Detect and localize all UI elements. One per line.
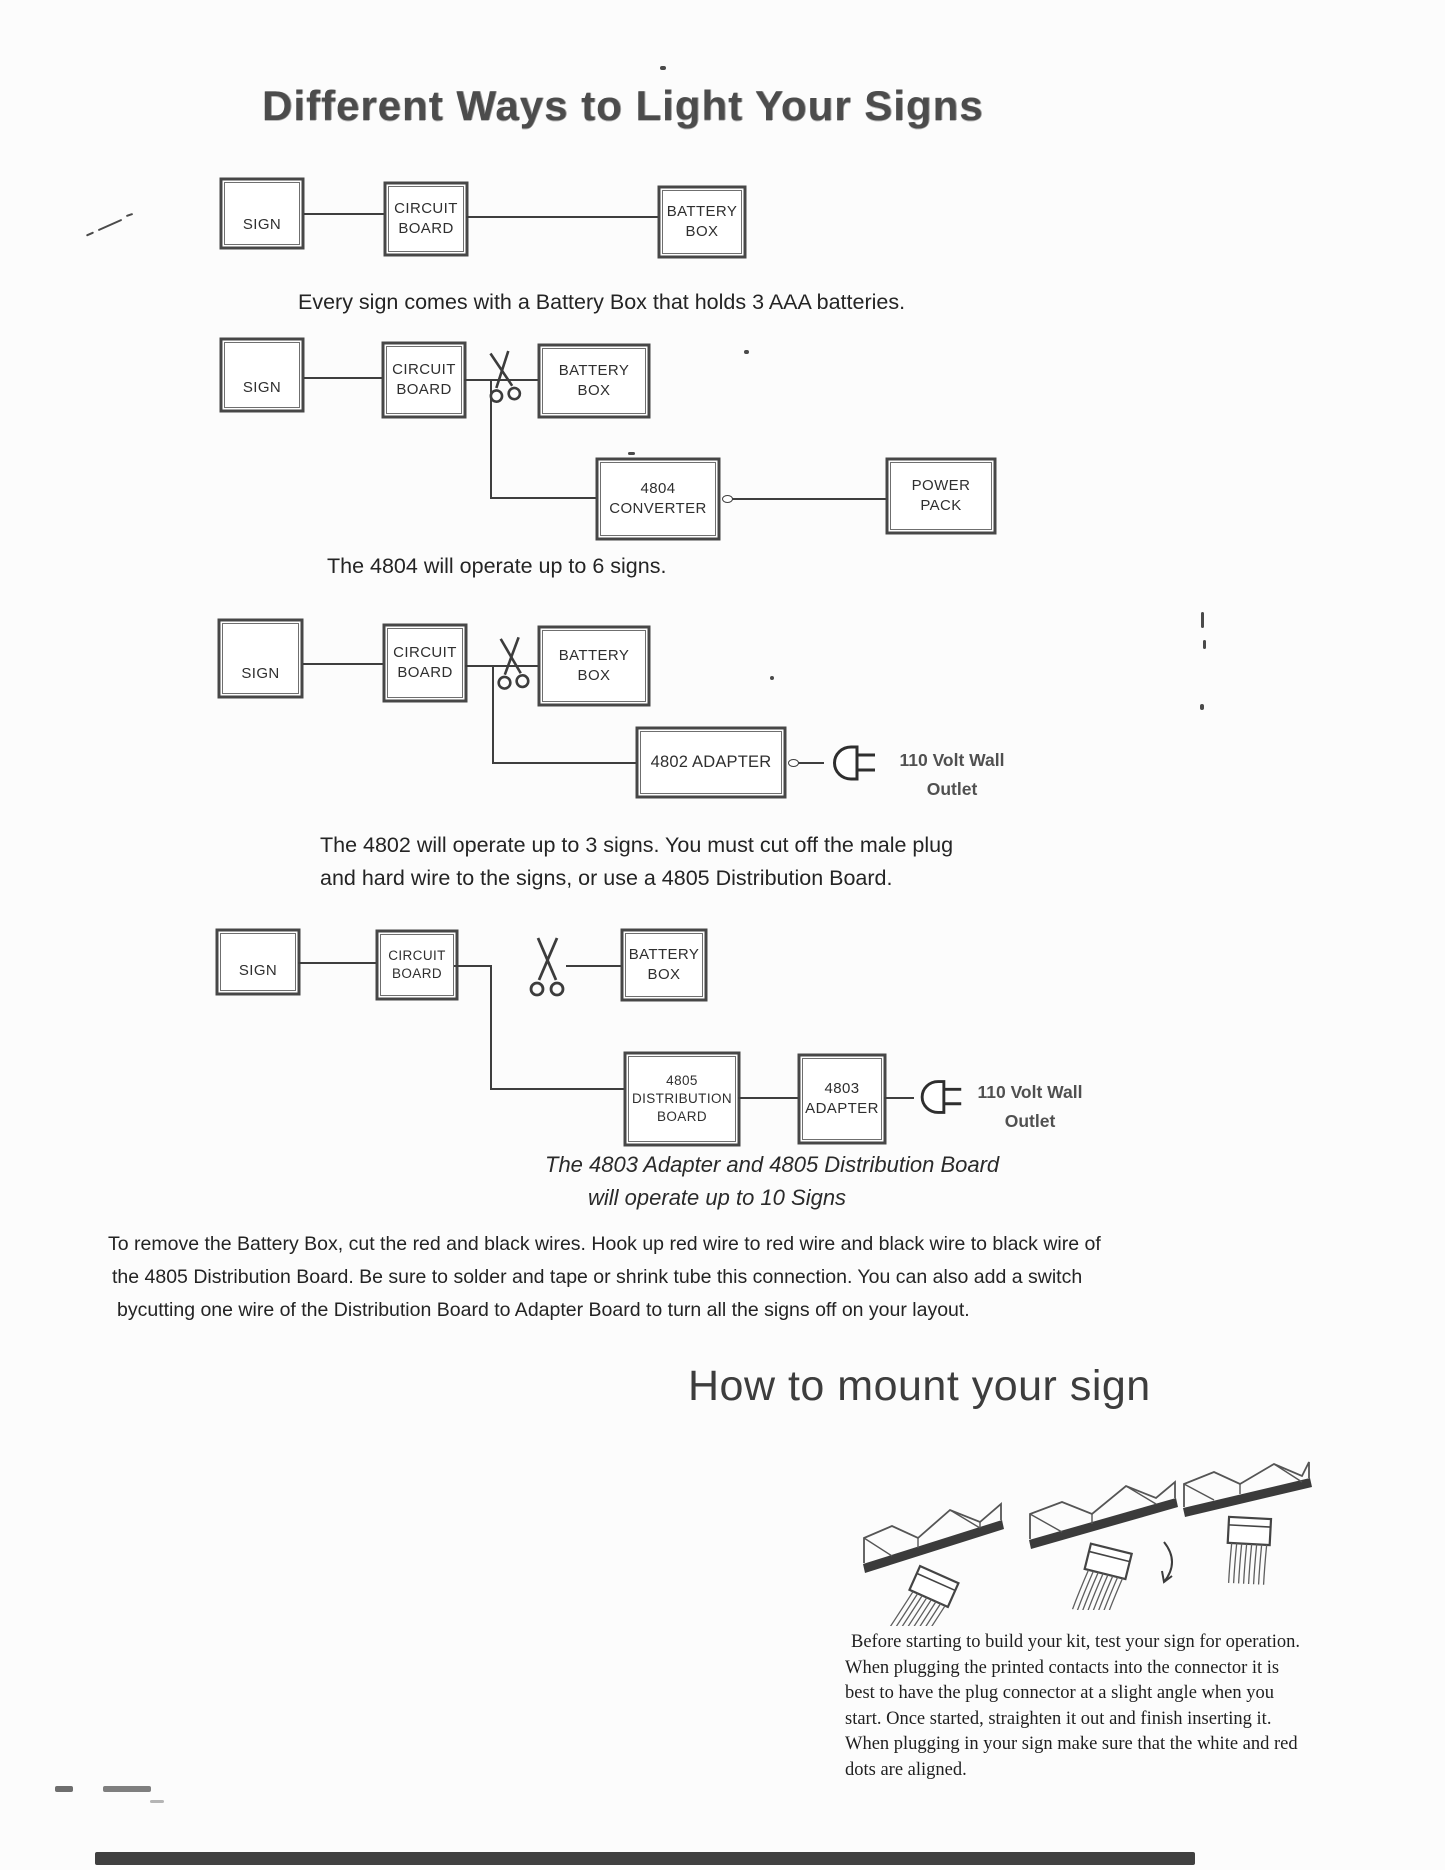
- battery-box-2: [542, 348, 646, 414]
- scan-smudge: [55, 1786, 73, 1792]
- power-pack-box: [890, 462, 992, 530]
- circuit-board-box-4: [380, 934, 454, 996]
- box-label: SIGN: [238, 961, 278, 979]
- scan-speck: [744, 350, 749, 354]
- box-label: BOARD: [396, 381, 452, 398]
- scan-edge-mark: [1203, 640, 1206, 649]
- box-label: BATTERY BOX: [558, 646, 630, 684]
- caption-4802-line2: and hard wire to the signs, or use a 4805 Distribution Board.: [320, 866, 893, 890]
- box-label: BOARD: [397, 664, 453, 681]
- battery-box-1: [662, 190, 742, 254]
- connector-line: [490, 965, 492, 1090]
- scissors-icon: [528, 936, 566, 1002]
- mount-note-line: Before starting to build your kit, test your sign for operation.: [851, 1632, 1301, 1652]
- connector-line: [566, 965, 623, 967]
- box-label: DISTRIBUTION: [631, 1090, 733, 1106]
- scan-edge-bar: [95, 1852, 1195, 1865]
- box-label: 4802 ADAPTER: [650, 753, 772, 772]
- pen-mark: [126, 213, 133, 217]
- box-label: CIRCUIT: [393, 643, 457, 661]
- distribution-board-4805-box: [628, 1056, 736, 1142]
- mount-step-1-sketch: [860, 1468, 1018, 1626]
- caption-4802-line1: The 4802 will operate up to 3 signs. You must cut off the male plug: [320, 833, 954, 857]
- box-label: 4803: [824, 1079, 860, 1097]
- scan-speck: [628, 452, 635, 455]
- battery-box-3: [542, 630, 646, 702]
- scan-edge-mark: [1201, 612, 1204, 628]
- connector-line: [490, 497, 600, 499]
- wiring-note: [108, 1228, 1101, 1327]
- box-label: BOARD: [391, 966, 442, 981]
- circuit-board-box-1: [388, 186, 464, 252]
- box-label: PACK: [920, 497, 962, 514]
- sign-box-1: [224, 182, 300, 245]
- mount-step-3-sketch: [1180, 1438, 1318, 1590]
- box-label: SIGN: [242, 215, 282, 233]
- wall-outlet-label-line: 110 Volt Wall: [977, 1082, 1083, 1102]
- sign-box-4: [220, 933, 296, 991]
- wall-outlet-label: [872, 746, 1032, 804]
- box-label: CIRCUIT: [392, 360, 456, 378]
- connector-line: [490, 381, 492, 499]
- connector-line: [304, 377, 386, 379]
- caption-4804: The 4804 will operate up to 6 signs.: [327, 554, 667, 578]
- box-label: BATTERY: [628, 945, 700, 963]
- caption-4803-line1: The 4803 Adapter and 4805 Distribution Board: [545, 1152, 1000, 1177]
- box-label: SIGN: [241, 664, 280, 682]
- connector-line: [466, 216, 658, 218]
- box-label: BOX: [685, 223, 719, 240]
- connector-line: [490, 1088, 628, 1090]
- scan-edge-mark: [1200, 704, 1204, 710]
- adapter-4803-box: [802, 1058, 882, 1140]
- wall-outlet-label-line: Outlet: [1004, 1111, 1056, 1131]
- wiring-note-line: To remove the Battery Box, cut the red and black wires. Hook up red wire to red wire and black wire to black wire of: [108, 1233, 1101, 1255]
- circuit-board-box-2: [386, 346, 462, 414]
- box-label: BATTERY BOX: [558, 361, 630, 399]
- page-title: Different Ways to Light Your Signs: [262, 82, 984, 129]
- connector-line: [303, 663, 387, 665]
- circuit-board-box-3: [387, 628, 463, 698]
- mount-note-line: When plugging in your sign make sure that the white and red: [845, 1734, 1298, 1754]
- mount-note-line: start. Once started, straighten it out and finish inserting it.: [845, 1708, 1272, 1729]
- box-label: CONVERTER: [609, 500, 707, 517]
- connector-line: [454, 965, 492, 967]
- box-label: 4805: [666, 1072, 698, 1088]
- connector-line: [798, 762, 824, 764]
- box-label: SIGN: [242, 378, 282, 396]
- adapter-4802-box: [640, 731, 782, 794]
- wall-outlet-label: [950, 1078, 1110, 1136]
- box-label: CIRCUIT: [394, 199, 458, 217]
- wall-outlet-label-line: 110 Volt Wall: [899, 750, 1005, 770]
- connector-line: [738, 1097, 800, 1099]
- connector-line: [304, 213, 386, 215]
- scissors-icon: [493, 635, 532, 696]
- box-label: BOARD: [656, 1109, 707, 1125]
- mount-step-2-sketch: [1026, 1448, 1194, 1610]
- connector-line: [492, 667, 494, 764]
- connector-line: [492, 762, 640, 764]
- mount-note-line: best to have the plug connector at a slight angle when you: [845, 1683, 1274, 1703]
- box-label: BOX: [647, 966, 681, 983]
- box-label: ADAPTER: [805, 1100, 879, 1117]
- box-label: BOARD: [398, 220, 454, 237]
- sign-box-3: [222, 623, 299, 694]
- scissors-icon: [482, 348, 523, 408]
- battery-box-4: [625, 933, 703, 997]
- connector-line: [298, 962, 380, 964]
- wiring-note-line: the 4805 Distribution Board. Be sure to solder and tape or shrink tube this connection. You can also add a switch: [112, 1266, 1083, 1288]
- pen-mark: [98, 219, 123, 231]
- mount-note-line: dots are aligned.: [845, 1759, 967, 1780]
- box-label: CIRCUIT: [388, 947, 446, 963]
- mount-note: [845, 1630, 1345, 1783]
- connector-line: [732, 498, 886, 500]
- scan-speck: [770, 676, 774, 680]
- scan-smudge: [103, 1786, 151, 1792]
- scan-speck: [660, 66, 666, 70]
- converter-4804-box: [600, 462, 716, 536]
- wall-outlet-label-line: Outlet: [926, 779, 978, 799]
- box-label: POWER: [911, 476, 971, 494]
- wiring-note-line: bycutting one wire of the Distribution Board to Adapter Board to turn all the signs off on your layout.: [117, 1299, 970, 1321]
- mount-section-heading: How to mount your sign: [688, 1362, 1151, 1410]
- caption-4803-line2: will operate up to 10 Signs: [588, 1185, 847, 1210]
- connector-line: [884, 1097, 914, 1099]
- caption-battery-box: Every sign comes with a Battery Box that holds 3 AAA batteries.: [298, 290, 906, 314]
- box-label: 4804: [640, 479, 676, 497]
- sign-box-2: [224, 342, 300, 408]
- scan-smudge: [150, 1800, 164, 1803]
- box-label: BATTERY: [666, 202, 738, 220]
- mount-note-line: When plugging the printed contacts into the connector it is: [845, 1657, 1280, 1678]
- pen-mark: [86, 231, 94, 236]
